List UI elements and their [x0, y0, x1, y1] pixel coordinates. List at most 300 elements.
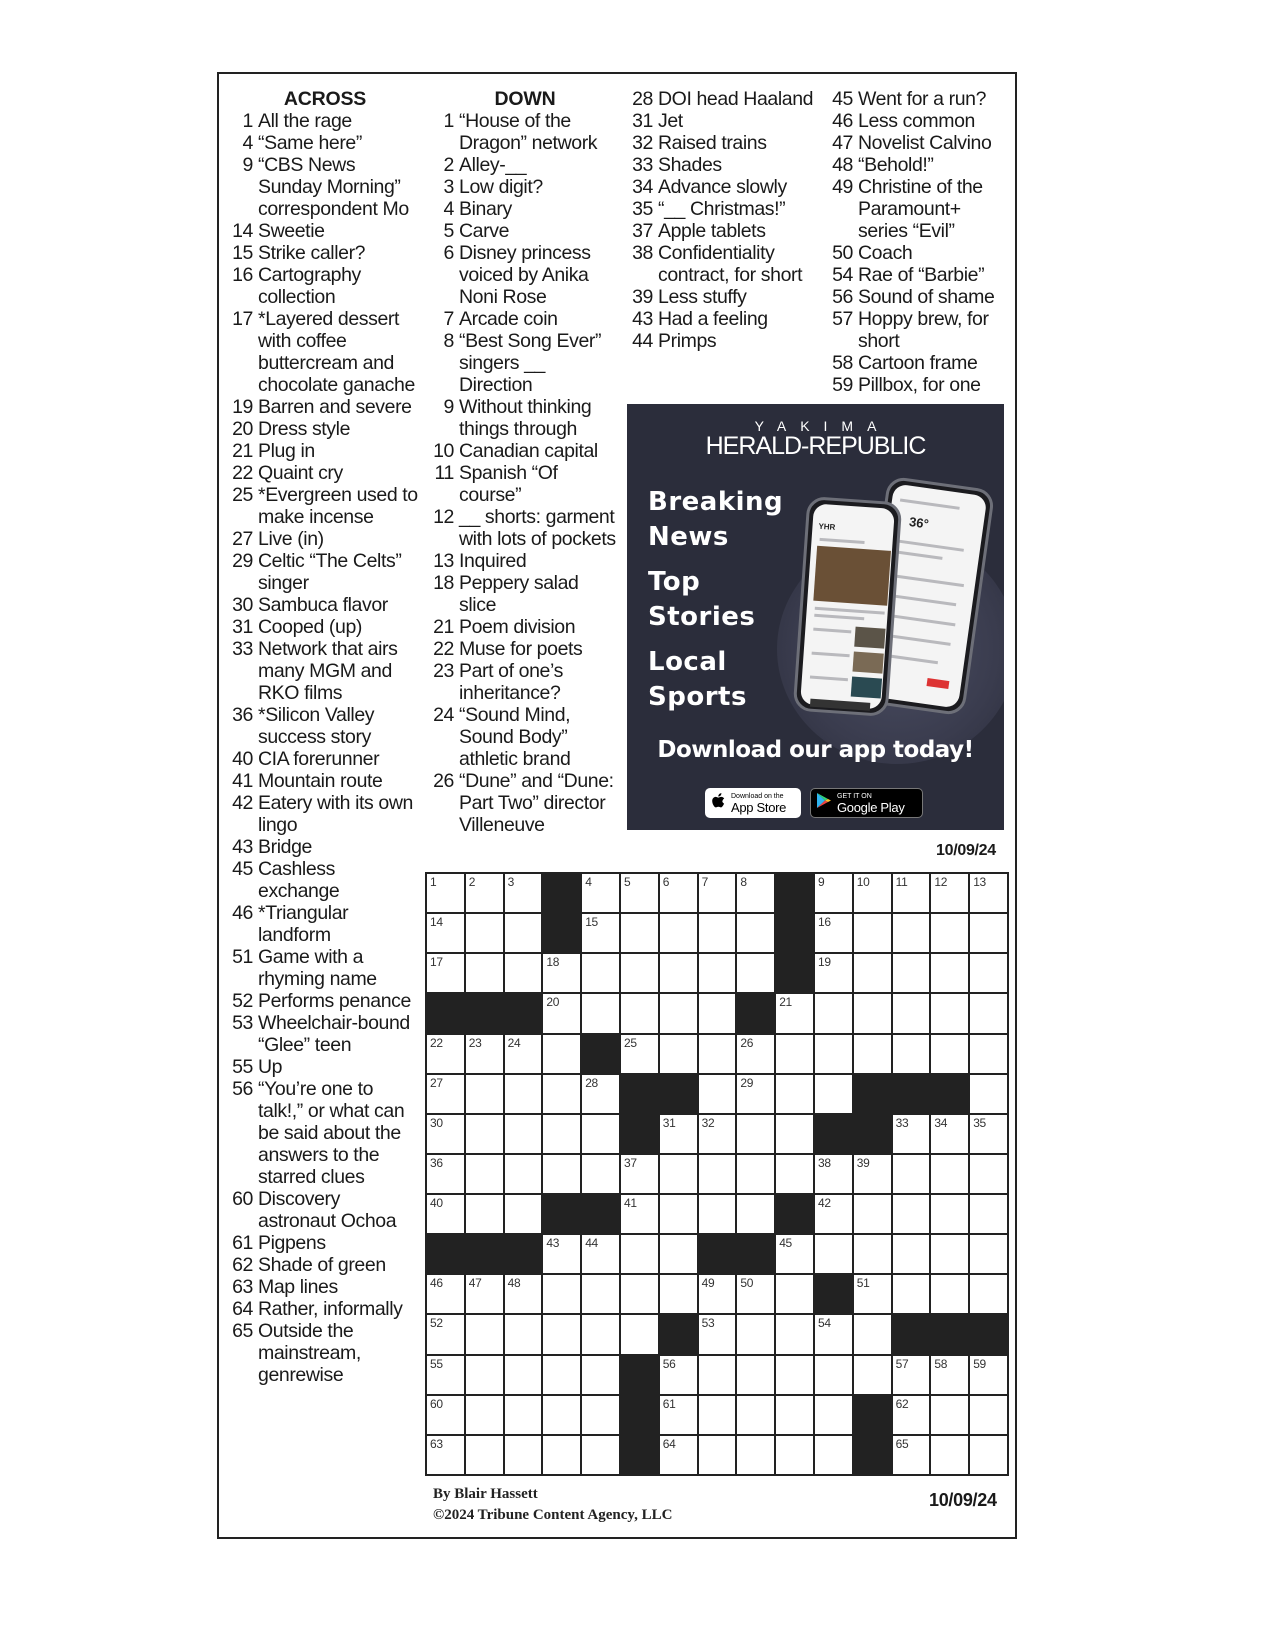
grid-cell[interactable] — [699, 1155, 736, 1193]
clue-number: 50 — [832, 242, 853, 264]
grid-cell[interactable] — [854, 1315, 891, 1353]
across-list — [230, 110, 420, 1386]
grid-cell[interactable] — [931, 1235, 968, 1273]
grid-block — [660, 1075, 697, 1113]
clue-item — [230, 1188, 420, 1232]
grid-cell[interactable] — [621, 994, 658, 1032]
clue-item — [430, 770, 620, 836]
grid-cell[interactable] — [621, 1155, 658, 1193]
grid-block — [621, 1115, 658, 1153]
grid-cell[interactable] — [815, 1235, 852, 1273]
crossword-grid[interactable] — [425, 872, 1009, 1476]
grid-cell[interactable] — [621, 1235, 658, 1273]
clue-item — [430, 198, 620, 220]
grid-cell[interactable] — [893, 914, 930, 952]
grid-cell[interactable] — [466, 1075, 503, 1113]
grid-cell[interactable] — [854, 1155, 891, 1193]
cell-number: 18 — [546, 955, 560, 970]
grid-cell[interactable] — [699, 914, 736, 952]
grid-cell[interactable] — [776, 1356, 813, 1394]
clue-number: 25 — [232, 484, 253, 506]
grid-cell[interactable] — [699, 1035, 736, 1073]
clue-number: 7 — [443, 308, 454, 330]
ad-call-to-action: Download our app today! — [657, 737, 974, 763]
grid-cell[interactable] — [505, 1155, 542, 1193]
grid-cell[interactable] — [776, 1235, 813, 1273]
grid-cell[interactable] — [893, 954, 930, 992]
grid-cell[interactable] — [931, 1035, 968, 1073]
grid-block — [660, 1315, 697, 1353]
grid-cell[interactable] — [931, 1115, 968, 1153]
clue-number: 13 — [433, 550, 454, 572]
grid-cell[interactable] — [660, 1396, 697, 1434]
clue-item — [828, 110, 1013, 132]
grid-cell[interactable] — [815, 1396, 852, 1434]
grid-cell[interactable] — [815, 1035, 852, 1073]
grid-cell[interactable] — [427, 1356, 464, 1394]
cell-number: 36 — [430, 1155, 443, 1170]
grid-cell[interactable] — [815, 1075, 852, 1113]
grid-cell[interactable] — [621, 1195, 658, 1233]
grid-cell[interactable] — [699, 1115, 736, 1153]
clue-text: *Evergreen used to make incense — [258, 484, 418, 528]
grid-cell[interactable] — [699, 954, 736, 992]
clue-number: 57 — [832, 308, 853, 330]
grid-cell[interactable] — [505, 1436, 542, 1474]
grid-cell[interactable] — [893, 1155, 930, 1193]
grid-cell[interactable] — [893, 1235, 930, 1273]
grid-cell[interactable] — [427, 1115, 464, 1153]
grid-cell[interactable] — [699, 994, 736, 1032]
grid-cell[interactable] — [543, 1315, 580, 1353]
grid-cell[interactable] — [660, 1356, 697, 1394]
grid-cell[interactable] — [854, 994, 891, 1032]
clue-item — [628, 308, 823, 330]
grid-cell[interactable] — [737, 1075, 774, 1113]
grid-cell[interactable] — [505, 914, 542, 952]
grid-cell[interactable] — [543, 1356, 580, 1394]
clue-text: Game with a rhyming name — [258, 946, 377, 990]
grid-block — [776, 954, 813, 992]
clue-number: 3 — [443, 176, 454, 198]
grid-cell[interactable] — [815, 1315, 852, 1353]
grid-cell[interactable] — [621, 1315, 658, 1353]
grid-cell[interactable] — [543, 1035, 580, 1073]
clue-number: 43 — [232, 836, 253, 858]
grid-cell[interactable] — [970, 1035, 1007, 1073]
grid-cell[interactable] — [505, 1396, 542, 1434]
grid-cell[interactable] — [699, 1356, 736, 1394]
grid-block — [582, 1035, 619, 1073]
cell-number: 58 — [934, 1356, 948, 1371]
grid-cell[interactable] — [466, 1155, 503, 1193]
clue-number: 45 — [832, 88, 853, 110]
grid-cell[interactable] — [931, 914, 968, 952]
clue-text: Up — [258, 1056, 283, 1078]
grid-cell[interactable] — [582, 1075, 619, 1113]
grid-cell[interactable] — [543, 1075, 580, 1113]
clue-number: 51 — [232, 946, 253, 968]
cell-number: 34 — [934, 1115, 948, 1130]
grid-cell[interactable] — [737, 1155, 774, 1193]
grid-block — [776, 914, 813, 952]
grid-cell[interactable] — [970, 1275, 1007, 1313]
clue-text: Disney princess voiced by Anika Noni Rose — [459, 242, 591, 308]
grid-block — [970, 1315, 1007, 1353]
grid-cell[interactable] — [776, 1075, 813, 1113]
clue-number: 21 — [232, 440, 253, 462]
grid-cell[interactable] — [893, 1035, 930, 1073]
grid-cell[interactable] — [737, 1436, 774, 1474]
grid-cell[interactable] — [970, 1155, 1007, 1193]
grid-cell[interactable] — [854, 1035, 891, 1073]
grid-cell[interactable] — [582, 874, 619, 912]
clue-text: Went for a run? — [858, 88, 987, 110]
grid-cell[interactable] — [970, 874, 1007, 912]
grid-cell[interactable] — [427, 914, 464, 952]
cell-number: 65 — [895, 1436, 909, 1451]
grid-cell[interactable] — [621, 1035, 658, 1073]
grid-cell[interactable] — [543, 954, 580, 992]
clue-item — [230, 902, 420, 946]
grid-cell[interactable] — [931, 1195, 968, 1233]
grid-block — [854, 1115, 891, 1153]
cell-number: 3 — [507, 875, 514, 889]
grid-cell[interactable] — [505, 1356, 542, 1394]
grid-cell[interactable] — [621, 1275, 658, 1313]
clue-number: 56 — [232, 1078, 253, 1100]
grid-cell[interactable] — [970, 914, 1007, 952]
grid-cell[interactable] — [660, 1115, 697, 1153]
grid-cell[interactable] — [699, 1275, 736, 1313]
grid-cell[interactable] — [776, 1315, 813, 1353]
grid-cell[interactable] — [466, 1275, 503, 1313]
grid-cell[interactable] — [660, 1035, 697, 1073]
grid-cell[interactable] — [543, 1275, 580, 1313]
grid-cell[interactable] — [505, 1115, 542, 1153]
cell-number: 61 — [662, 1396, 676, 1411]
grid-cell[interactable] — [776, 1035, 813, 1073]
grid-cell[interactable] — [815, 1195, 852, 1233]
cell-number: 52 — [430, 1316, 443, 1331]
clue-item — [828, 286, 1013, 308]
grid-cell[interactable] — [893, 994, 930, 1032]
grid-cell[interactable] — [582, 1356, 619, 1394]
cell-number: 22 — [430, 1035, 443, 1050]
grid-cell[interactable] — [660, 1195, 697, 1233]
grid-cell[interactable] — [699, 1195, 736, 1233]
clue-text: “Best Song Ever” singers __ Direction — [459, 330, 602, 396]
grid-cell[interactable] — [931, 994, 968, 1032]
grid-cell[interactable] — [893, 1275, 930, 1313]
grid-cell[interactable] — [582, 1155, 619, 1193]
grid-cell[interactable] — [699, 1436, 736, 1474]
cell-number: 57 — [895, 1356, 909, 1371]
grid-cell[interactable] — [621, 914, 658, 952]
grid-cell[interactable] — [427, 1275, 464, 1313]
app-advertisement[interactable] — [627, 404, 1004, 830]
grid-cell[interactable] — [699, 1315, 736, 1353]
grid-cell[interactable] — [582, 914, 619, 952]
grid-cell[interactable] — [854, 1275, 891, 1313]
grid-cell[interactable] — [427, 1075, 464, 1113]
grid-cell[interactable] — [466, 1315, 503, 1353]
clue-text: Less stuffy — [658, 286, 747, 308]
grid-block — [776, 874, 813, 912]
grid-cell[interactable] — [970, 954, 1007, 992]
clue-item — [230, 1320, 420, 1386]
clue-number: 10 — [433, 440, 454, 462]
grid-cell[interactable] — [737, 874, 774, 912]
clue-number: 49 — [832, 176, 853, 198]
grid-cell[interactable] — [427, 874, 464, 912]
grid-cell[interactable] — [582, 954, 619, 992]
grid-cell[interactable] — [854, 1195, 891, 1233]
clue-text: Sambuca flavor — [258, 594, 388, 616]
grid-cell[interactable] — [970, 1356, 1007, 1394]
grid-cell[interactable] — [893, 1195, 930, 1233]
grid-cell[interactable] — [660, 1155, 697, 1193]
ad-brand-top: YAKIMA — [754, 418, 891, 434]
grid-cell[interactable] — [427, 1436, 464, 1474]
clue-number: 53 — [232, 1012, 253, 1034]
grid-cell[interactable] — [970, 1436, 1007, 1474]
grid-cell[interactable] — [854, 914, 891, 952]
grid-cell[interactable] — [893, 1356, 930, 1394]
byline — [433, 1484, 672, 1526]
grid-cell[interactable] — [582, 994, 619, 1032]
grid-cell[interactable] — [931, 1275, 968, 1313]
clue-item — [230, 154, 420, 220]
grid-cell[interactable] — [893, 1115, 930, 1153]
grid-cell[interactable] — [776, 1436, 813, 1474]
clue-text: “Sound Mind, Sound Body” athletic brand — [459, 704, 571, 770]
cell-number: 56 — [662, 1356, 676, 1371]
grid-cell[interactable] — [505, 1315, 542, 1353]
grid-cell[interactable] — [466, 1115, 503, 1153]
grid-cell[interactable] — [660, 1275, 697, 1313]
grid-cell[interactable] — [582, 1235, 619, 1273]
grid-cell[interactable] — [893, 874, 930, 912]
grid-cell[interactable] — [699, 1075, 736, 1113]
grid-cell[interactable] — [815, 874, 852, 912]
cell-number: 37 — [623, 1155, 637, 1170]
clue-number: 4 — [242, 132, 253, 154]
grid-cell[interactable] — [699, 1396, 736, 1434]
grid-cell[interactable] — [854, 954, 891, 992]
clue-number: 24 — [433, 704, 454, 726]
grid-cell[interactable] — [660, 874, 697, 912]
grid-cell[interactable] — [931, 954, 968, 992]
grid-cell[interactable] — [776, 1155, 813, 1193]
grid-cell[interactable] — [582, 1396, 619, 1434]
grid-cell[interactable] — [931, 874, 968, 912]
grid-cell[interactable] — [466, 1035, 503, 1073]
clue-number: 22 — [433, 638, 454, 660]
phone-image-weather: 36° — [857, 476, 996, 717]
clue-item — [828, 374, 1013, 396]
grid-cell[interactable] — [854, 874, 891, 912]
grid-cell[interactable] — [776, 994, 813, 1032]
clue-item — [230, 110, 420, 132]
grid-cell[interactable] — [815, 994, 852, 1032]
clue-number: 14 — [232, 220, 253, 242]
grid-block — [505, 994, 542, 1032]
grid-cell[interactable] — [737, 1315, 774, 1353]
grid-cell[interactable] — [970, 1396, 1007, 1434]
clue-number: 45 — [232, 858, 253, 880]
clue-item — [230, 1078, 420, 1188]
grid-block — [893, 1315, 930, 1353]
grid-block — [931, 1075, 968, 1113]
grid-cell[interactable] — [776, 1396, 813, 1434]
grid-cell[interactable] — [427, 1315, 464, 1353]
cell-number: 45 — [779, 1236, 792, 1251]
puzzle-date-bottom: 10/09/24 — [929, 1490, 997, 1510]
grid-cell[interactable] — [737, 1275, 774, 1313]
clue-number: 22 — [232, 462, 253, 484]
grid-cell[interactable] — [815, 1436, 852, 1474]
google-play-button[interactable] — [810, 788, 923, 818]
cell-number: 5 — [623, 875, 631, 889]
clue-item — [230, 1276, 420, 1298]
google-play-big-text: Google Play — [837, 799, 905, 815]
grid-cell[interactable] — [893, 1436, 930, 1474]
clue-number: 54 — [832, 264, 853, 286]
grid-cell[interactable] — [505, 954, 542, 992]
grid-cell[interactable] — [427, 1035, 464, 1073]
grid-cell[interactable] — [543, 1396, 580, 1434]
down-list — [430, 110, 620, 836]
grid-cell[interactable] — [660, 1436, 697, 1474]
grid-cell[interactable] — [660, 994, 697, 1032]
grid-cell[interactable] — [970, 1195, 1007, 1233]
clue-number: 42 — [232, 792, 253, 814]
grid-cell[interactable] — [466, 914, 503, 952]
grid-cell[interactable] — [660, 954, 697, 992]
cell-number: 64 — [662, 1436, 676, 1451]
grid-cell[interactable] — [815, 1155, 852, 1193]
grid-cell[interactable] — [660, 1235, 697, 1273]
grid-cell[interactable] — [543, 1115, 580, 1153]
grid-cell[interactable] — [931, 1436, 968, 1474]
app-store-button[interactable] — [705, 788, 801, 818]
clue-number: 33 — [632, 154, 653, 176]
down-clues-continued-2 — [828, 88, 1013, 396]
grid-cell[interactable] — [931, 1356, 968, 1394]
grid-cell[interactable] — [970, 994, 1007, 1032]
clue-number: 46 — [832, 110, 853, 132]
cell-number: 33 — [895, 1115, 909, 1130]
grid-cell[interactable] — [893, 1396, 930, 1434]
grid-cell[interactable] — [737, 954, 774, 992]
grid-cell[interactable] — [737, 1035, 774, 1073]
cell-number: 54 — [817, 1316, 831, 1331]
grid-cell[interactable] — [466, 1356, 503, 1394]
grid-cell[interactable] — [660, 914, 697, 952]
clue-text: Inquired — [459, 550, 527, 572]
grid-cell[interactable] — [505, 874, 542, 912]
grid-cell[interactable] — [970, 1115, 1007, 1153]
clue-number: 64 — [232, 1298, 253, 1320]
grid-cell[interactable] — [854, 1235, 891, 1273]
grid-cell[interactable] — [505, 1195, 542, 1233]
clue-text: Cartography collection — [258, 264, 361, 308]
grid-cell[interactable] — [466, 874, 503, 912]
grid-cell[interactable] — [505, 1035, 542, 1073]
grid-cell[interactable] — [543, 1155, 580, 1193]
clue-item — [230, 1012, 420, 1056]
clue-text: Sweetie — [258, 220, 325, 242]
grid-cell[interactable] — [505, 1075, 542, 1113]
grid-cell[interactable] — [427, 1195, 464, 1233]
google-play-icon — [811, 792, 837, 814]
grid-cell[interactable] — [737, 1356, 774, 1394]
grid-cell[interactable] — [970, 1075, 1007, 1113]
grid-cell[interactable] — [815, 1356, 852, 1394]
grid-cell[interactable] — [582, 1275, 619, 1313]
grid-cell[interactable] — [737, 1396, 774, 1434]
grid-block — [737, 1235, 774, 1273]
grid-cell[interactable] — [582, 1115, 619, 1153]
grid-cell[interactable] — [737, 914, 774, 952]
grid-cell[interactable] — [466, 1436, 503, 1474]
grid-cell[interactable] — [970, 1235, 1007, 1273]
grid-cell[interactable] — [621, 954, 658, 992]
grid-block — [931, 1315, 968, 1353]
cell-number: 14 — [430, 915, 443, 930]
grid-cell[interactable] — [815, 954, 852, 992]
grid-cell[interactable] — [582, 1315, 619, 1353]
grid-cell[interactable] — [699, 874, 736, 912]
clue-text: Mountain route — [258, 770, 383, 792]
ad-tagline-local-sports: Local Sports — [648, 647, 747, 712]
clue-number: 9 — [242, 154, 253, 176]
grid-cell[interactable] — [466, 954, 503, 992]
ad-tagline-breaking-news: Breaking News — [648, 487, 784, 552]
clue-item — [430, 176, 620, 198]
clue-number: 1 — [443, 110, 454, 132]
grid-cell[interactable] — [466, 1195, 503, 1233]
grid-cell[interactable] — [582, 1436, 619, 1474]
grid-cell[interactable] — [737, 1115, 774, 1153]
clue-item — [628, 110, 823, 132]
clue-number: 30 — [232, 594, 253, 616]
grid-cell[interactable] — [427, 1155, 464, 1193]
clue-text: Cartoon frame — [858, 352, 978, 374]
ad-tagline-top-stories: Top Stories — [648, 567, 756, 632]
grid-cell[interactable] — [543, 1235, 580, 1273]
grid-cell[interactable] — [776, 1115, 813, 1153]
grid-cell[interactable] — [815, 914, 852, 952]
grid-cell[interactable] — [505, 1275, 542, 1313]
clue-text: Jet — [658, 110, 683, 132]
grid-cell[interactable] — [854, 1356, 891, 1394]
grid-block — [466, 1235, 503, 1273]
grid-cell[interactable] — [737, 1195, 774, 1233]
grid-cell[interactable] — [543, 1436, 580, 1474]
grid-cell[interactable] — [466, 1396, 503, 1434]
grid-cell[interactable] — [931, 1155, 968, 1193]
grid-cell[interactable] — [621, 874, 658, 912]
grid-cell[interactable] — [543, 994, 580, 1032]
grid-cell[interactable] — [427, 1396, 464, 1434]
clue-text: Eatery with its own lingo — [258, 792, 413, 836]
grid-cell[interactable] — [931, 1396, 968, 1434]
grid-cell[interactable] — [427, 954, 464, 992]
grid-cell[interactable] — [776, 1275, 813, 1313]
clue-item — [230, 242, 420, 264]
